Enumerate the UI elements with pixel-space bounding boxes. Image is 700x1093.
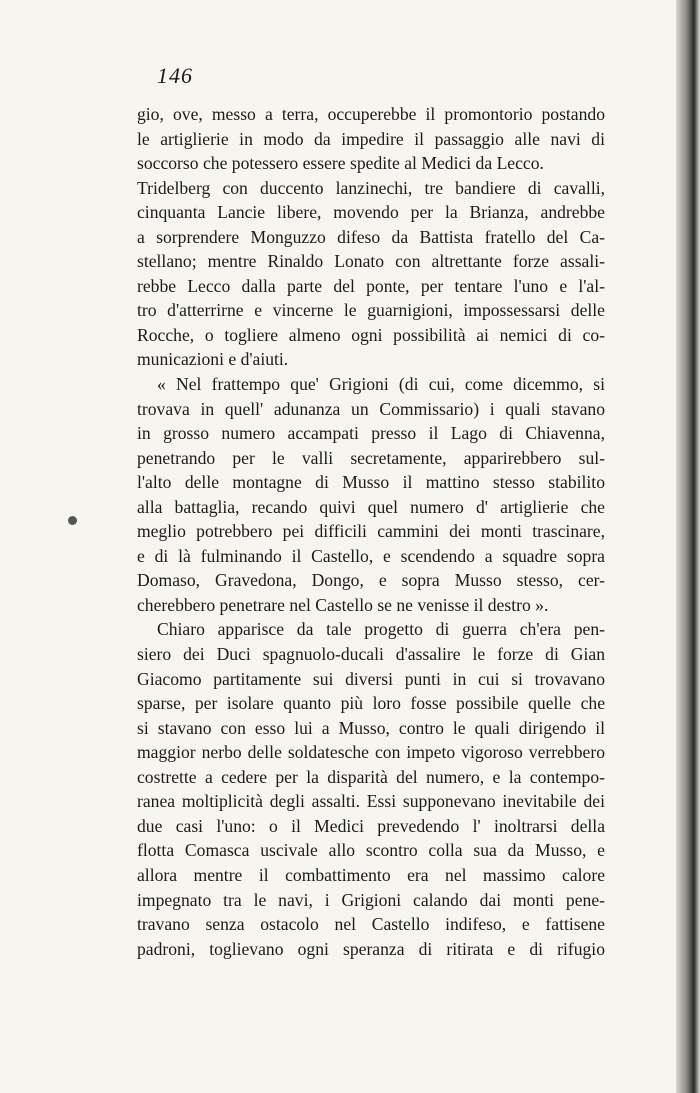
page-number: 146 — [157, 63, 193, 88]
text-line: costrette a cedere per la disparità del numero, e la contempo- — [137, 766, 605, 787]
text-line: gio, ove, messo a terra, occuperebbe il promontorio postando — [137, 104, 605, 124]
page-binding-edge — [676, 0, 700, 1093]
text-line: Chiaro apparisce da tale progetto di guerra ch'era pen- — [157, 619, 605, 640]
text-line: alla battaglia, recando quivi quel numero d' artiglierie che — [137, 496, 605, 517]
text-line: maggior nerbo delle soldatesche con impeto vigoroso verrebbero — [137, 742, 605, 763]
text-line: sparse, per isolare quanto più loro fosse possibile quelle che — [137, 693, 605, 714]
text-line: in grosso numero accampati presso il Lago di Chiavenna, — [137, 423, 605, 444]
text-line: meglio potrebbero pei difficili cammini dei monti trascinare, — [137, 521, 605, 542]
text-line: le artiglierie in modo da impedire il passaggio alle navi di — [137, 128, 605, 149]
text-line: municazioni e d'aiuti. — [137, 349, 289, 370]
text-line: due casi l'uno: o il Medici prevedendo l' inoltrarsi della — [137, 815, 605, 836]
text-line: Tridelberg con duccento lanzinechi, tre bandiere di cavalli, — [137, 177, 605, 198]
body-text — [137, 102, 605, 961]
text-line: ranea moltiplicità degli assalti. Essi supponevano inevitabile dei — [137, 791, 605, 812]
text-line: soccorso che potessero essere spedite al Medici da Lecco. — [137, 153, 544, 174]
ink-spot — [68, 516, 77, 525]
text-line: Rocche, o togliere almeno ogni possibilità ai nemici di co- — [137, 324, 605, 345]
text-line: l'alto delle montagne di Musso il mattino stesso stabilito — [137, 472, 605, 493]
text-line: Giacomo partitamente sui diversi punti in cui si trovavano — [137, 668, 605, 689]
text-line: Domaso, Gravedona, Dongo, e sopra Musso stesso, cer- — [137, 570, 605, 591]
text-line: allora mentre il combattimento era nel massimo calore — [137, 864, 605, 885]
text-line: cherebbero penetrare nel Castello se ne venisse il destro ». — [137, 594, 549, 615]
text-line: « Nel frattempo que' Grigioni (di cui, come dicemmo, si — [157, 374, 605, 395]
text-line: stellano; mentre Rinaldo Lonato con altrettante forze assali- — [137, 251, 605, 272]
text-line: padroni, toglievano ogni speranza di ritirata e di rifugio — [137, 938, 605, 959]
text-line: travano senza ostacolo nel Castello indifeso, e fattisene — [137, 914, 605, 935]
text-line: penetrando per le valli secretamente, apparirebbero sul- — [137, 447, 605, 468]
text-line: impegnato tra le navi, i Grigioni calando dai monti pene- — [137, 889, 605, 910]
text-line: flotta Comasca uscivale allo scontro colla sua da Musso, e — [137, 840, 605, 861]
text-line: si stavano con esso lui a Musso, contro le quali dirigendo il — [137, 717, 605, 738]
text-line: a sorprendere Monguzzo difeso da Battista fratello del Ca- — [137, 226, 605, 247]
text-line: rebbe Lecco dalla parte del ponte, per tentare l'uno e l'al- — [137, 275, 605, 296]
text-line: siero dei Duci spagnuolo-ducali d'assalire le forze di Gian — [137, 644, 605, 665]
text-line: trovava in quell' adunanza un Commissario) i quali stavano — [137, 398, 605, 419]
text-line: tro d'atterrirne e vincerne le guarnigioni, impossessarsi delle — [137, 300, 605, 321]
text-line: e di là fulminando il Castello, e scendendo a squadre sopra — [137, 545, 605, 566]
text-line: cinquanta Lancie libere, movendo per la Brianza, andrebbe — [137, 202, 605, 223]
